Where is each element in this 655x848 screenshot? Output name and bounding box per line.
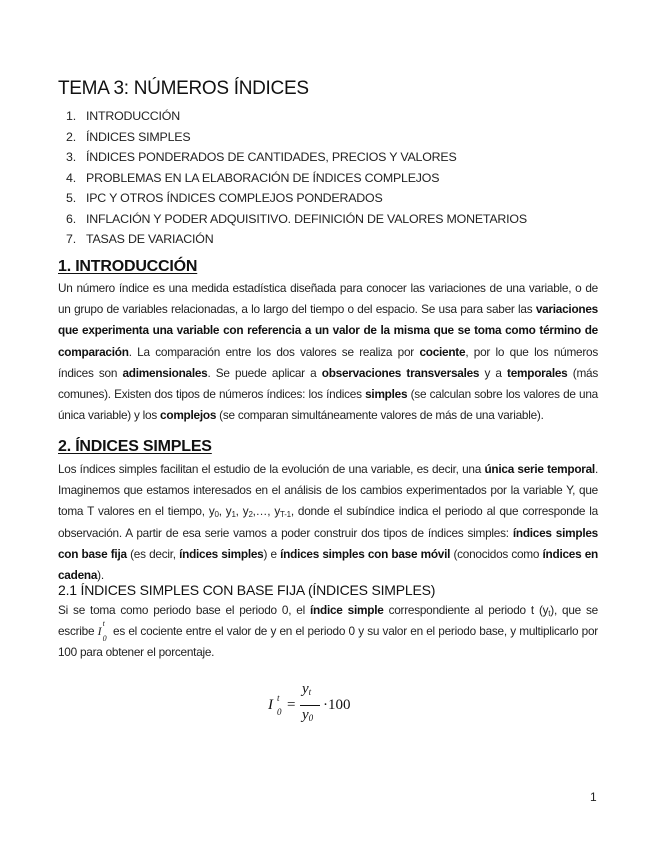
index-formula (268, 683, 368, 731)
toc-item: 4. PROBLEMAS EN LA ELABORACIÓN DE ÍNDICES COMPLEJOS (66, 170, 440, 185)
section2-paragraph: Los índices simples facilitan el estudio de la evolución de una variable, es decir, una única serie temporal. Imaginemos que estamos interesados en el análisis de los cambios experimentados por la variable Y, que toma T valores en el tiempo, $y_0$, $y_1$, $y_2,\dots$, $y_{T-1}$, donde el subíndice indica el periodo al que corresponde la observación. A partir de esa serie vamos a poder construir dos tipos de índices simples: índices simples con base fija (es decir, índices simples) e índices simples con base móvil (conocidos como índices en cadena). (58, 462, 598, 583)
index-symbol-inline: I t 0 (97, 619, 107, 644)
formula-equals: = (287, 697, 296, 713)
subsection21-paragraph: Si se toma como periodo base el periodo 0, el índice simple correspondiente al periodo t $(y_t)$, que se escribe I t 0 es el cociente entre el valor de y en el periodo 0 y su valor en el periodo base, y multiplicarlo por 100 para obtener el porcentaje. (58, 603, 598, 660)
toc-item: 1. INTRODUCCIÓN (66, 109, 180, 123)
page-number: 1 (590, 790, 597, 804)
section1-paragraph: Un número índice es una medida estadística diseñada para conocer las variaciones de una variable, o de un grupo de variables relacionadas, a lo largo del tiempo o del espacio. Se usa para saber las variaciones que experimenta una variable con referencia a un valor de la misma que se toma como término de comparación. La comparación entre los dos valores se realiza por cociente, por lo que los números índices son adimensionales. Se puede aplicar a observaciones transversales y a temporales (más comunes). Existen dos tipos de números índices: los índices simples (se calculan sobre los valores de una única variable) y los complejos (se comparan simultáneamente valores de más de una variable). (58, 281, 598, 423)
formula-multiplier: ·100 (323, 697, 351, 713)
subsection-heading-base-fija: 2.1 ÍNDICES SIMPLES CON BASE FIJA (ÍNDICES SIMPLES) (58, 582, 436, 598)
toc-item: 6. INFLACIÓN Y PODER ADQUISITIVO. DEFINICIÓN DE VALORES MONETARIOS (66, 211, 527, 226)
section-heading-indices-simples: 2. ÍNDICES SIMPLES (58, 438, 212, 455)
toc-item: 5. IPC Y OTROS ÍNDICES COMPLEJOS PONDERADOS (66, 191, 383, 205)
formula-denominator: $y_0$ (302, 707, 314, 723)
toc-item: 2. ÍNDICES SIMPLES (66, 129, 191, 144)
page-title: TEMA 3: NÚMEROS ÍNDICES (58, 78, 309, 99)
section-heading-introduccion: 1. INTRODUCCIÓN (58, 258, 198, 275)
table-of-contents (66, 106, 527, 250)
toc-item: 7. TASAS DE VARIACIÓN (66, 232, 214, 246)
formula-fraction-bar (300, 705, 320, 706)
formula-index-symbol: I t 0 (268, 693, 282, 717)
toc-item: 3. ÍNDICES PONDERADOS DE CANTIDADES, PRECIOS Y VALORES (66, 150, 457, 164)
formula-numerator: $y_t$ (302, 681, 312, 697)
